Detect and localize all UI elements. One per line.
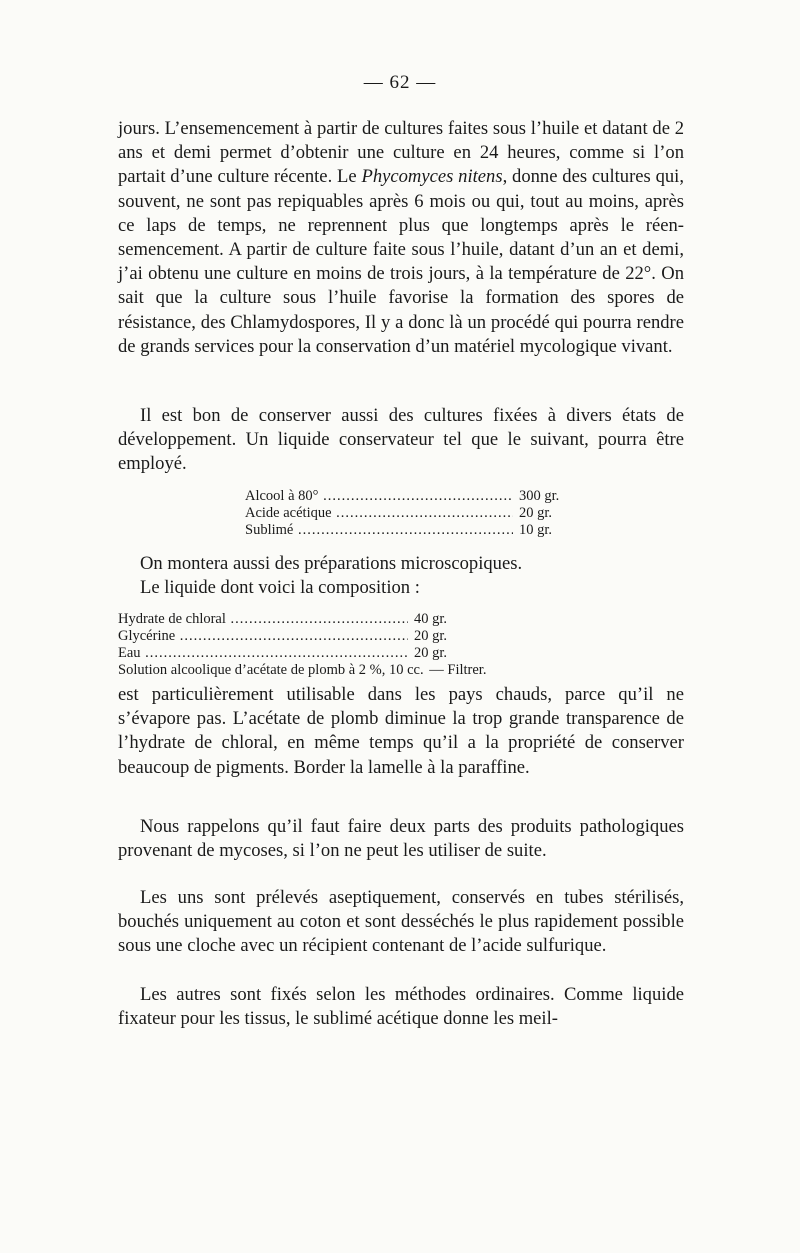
recipe-row [245, 522, 559, 539]
paragraph-les-uns: Les uns sont prélevés aseptiquement, conservés en tubes stérilisés, bouchés uniquement au coton et sont desséchés le plus rapidement possible sous une cloche avec un récipient contenant de l’acide sulfurique. [118, 887, 684, 957]
species-name: Phycomyces nitens [361, 166, 503, 188]
line-preparations: On montera aussi des préparations microscopiques. [140, 553, 523, 574]
recipe-row [245, 488, 559, 505]
ingredient-quantity: 40 gr. [414, 611, 448, 627]
filtrer-instruction: — Filtrer. [429, 662, 487, 678]
recipe-liquide-conservateur [245, 488, 559, 539]
page-number: — 62 — [363, 72, 437, 93]
recipe-row [118, 611, 486, 628]
paragraph-cultures-huile [118, 117, 684, 359]
ingredient-name: Hydrate de chloral ..... [118, 611, 408, 628]
paragraph-cultures-fixees: Il est bon de conserver aussi des cultures fixées à divers états de développement. Un liquide conservateur tel que le suivant, pourra être employé. [118, 405, 684, 475]
ingredient-name: Glycérine ..... [118, 628, 408, 645]
ingredient-name: Eau ..... [118, 645, 408, 662]
paragraph-produits-pathologiques: Nous rappelons qu’il faut faire deux parts des produits pathologiques provenant de mycoses, si l’on ne peut les utiliser de suite. [118, 816, 684, 862]
recipe-row [245, 505, 559, 522]
ingredient-quantity: 10 gr. [519, 522, 553, 538]
ingredient-quantity: 20 gr. [414, 628, 448, 644]
ingredient-name: Sublimé ..... [245, 522, 513, 539]
ingredient-quantity: 300 gr. [519, 488, 560, 504]
recipe-row [118, 628, 486, 645]
paragraph-text: jours. L’ensemencement à partir de cultures faites sous l’huile et datant de 2 ans et demi permet d’obtenir une culture en 24 heures, comme si l’on partait d’une culture récente. Le [118, 118, 684, 188]
ingredient-name: Alcool à 80° ..... [245, 488, 513, 505]
line-composition: Le liquide dont voici la composition : [140, 577, 420, 598]
paragraph-les-autres: Les autres sont fixés selon les méthodes ordinaires. Comme liquide fixateur pour les tissus, le sublimé acétique donne les meil- [118, 984, 684, 1030]
solution-text: Solution alcoolique d’acétate de plomb à 2 %, 10 cc. [118, 662, 424, 678]
recipe-liquide-montage [118, 611, 486, 679]
recipe-row-solution [118, 662, 486, 679]
recipe-row [118, 645, 486, 662]
paragraph-text: , donne des cultures qui, souvent, ne sont pas repiquables après 6 mois ou qui, tout au moins, après ce laps de temps, ne reprennent plus que longtemps après le réensemencement. A partir de culture faite sous l’huile, datant d’un an et demi, j’ai obtenu une culture en moins de trois jours, à la température de 22°. On sait que la culture sous l’huile favorise la formation des spores de résistance, des Chlamydospores, Il y a donc là un procédé qui pourra rendre de grands services pour la conservation d’un matériel mycologique vivant. [118, 166, 684, 357]
ingredient-name: Acide acétique ..... [245, 505, 513, 522]
ingredient-quantity: 20 gr. [519, 505, 553, 521]
ingredient-quantity: 20 gr. [414, 645, 448, 661]
paragraph-utilisable: est particulièrement utilisable dans les pays chauds, parce qu’il ne s’évapore pas. L’acétate de plomb diminue la trop grande transparence de l’hydrate de chloral, en même temps qu’il a la propriété de conserver beaucoup de pigments. Border la lamelle à la paraffine. [118, 684, 684, 778]
